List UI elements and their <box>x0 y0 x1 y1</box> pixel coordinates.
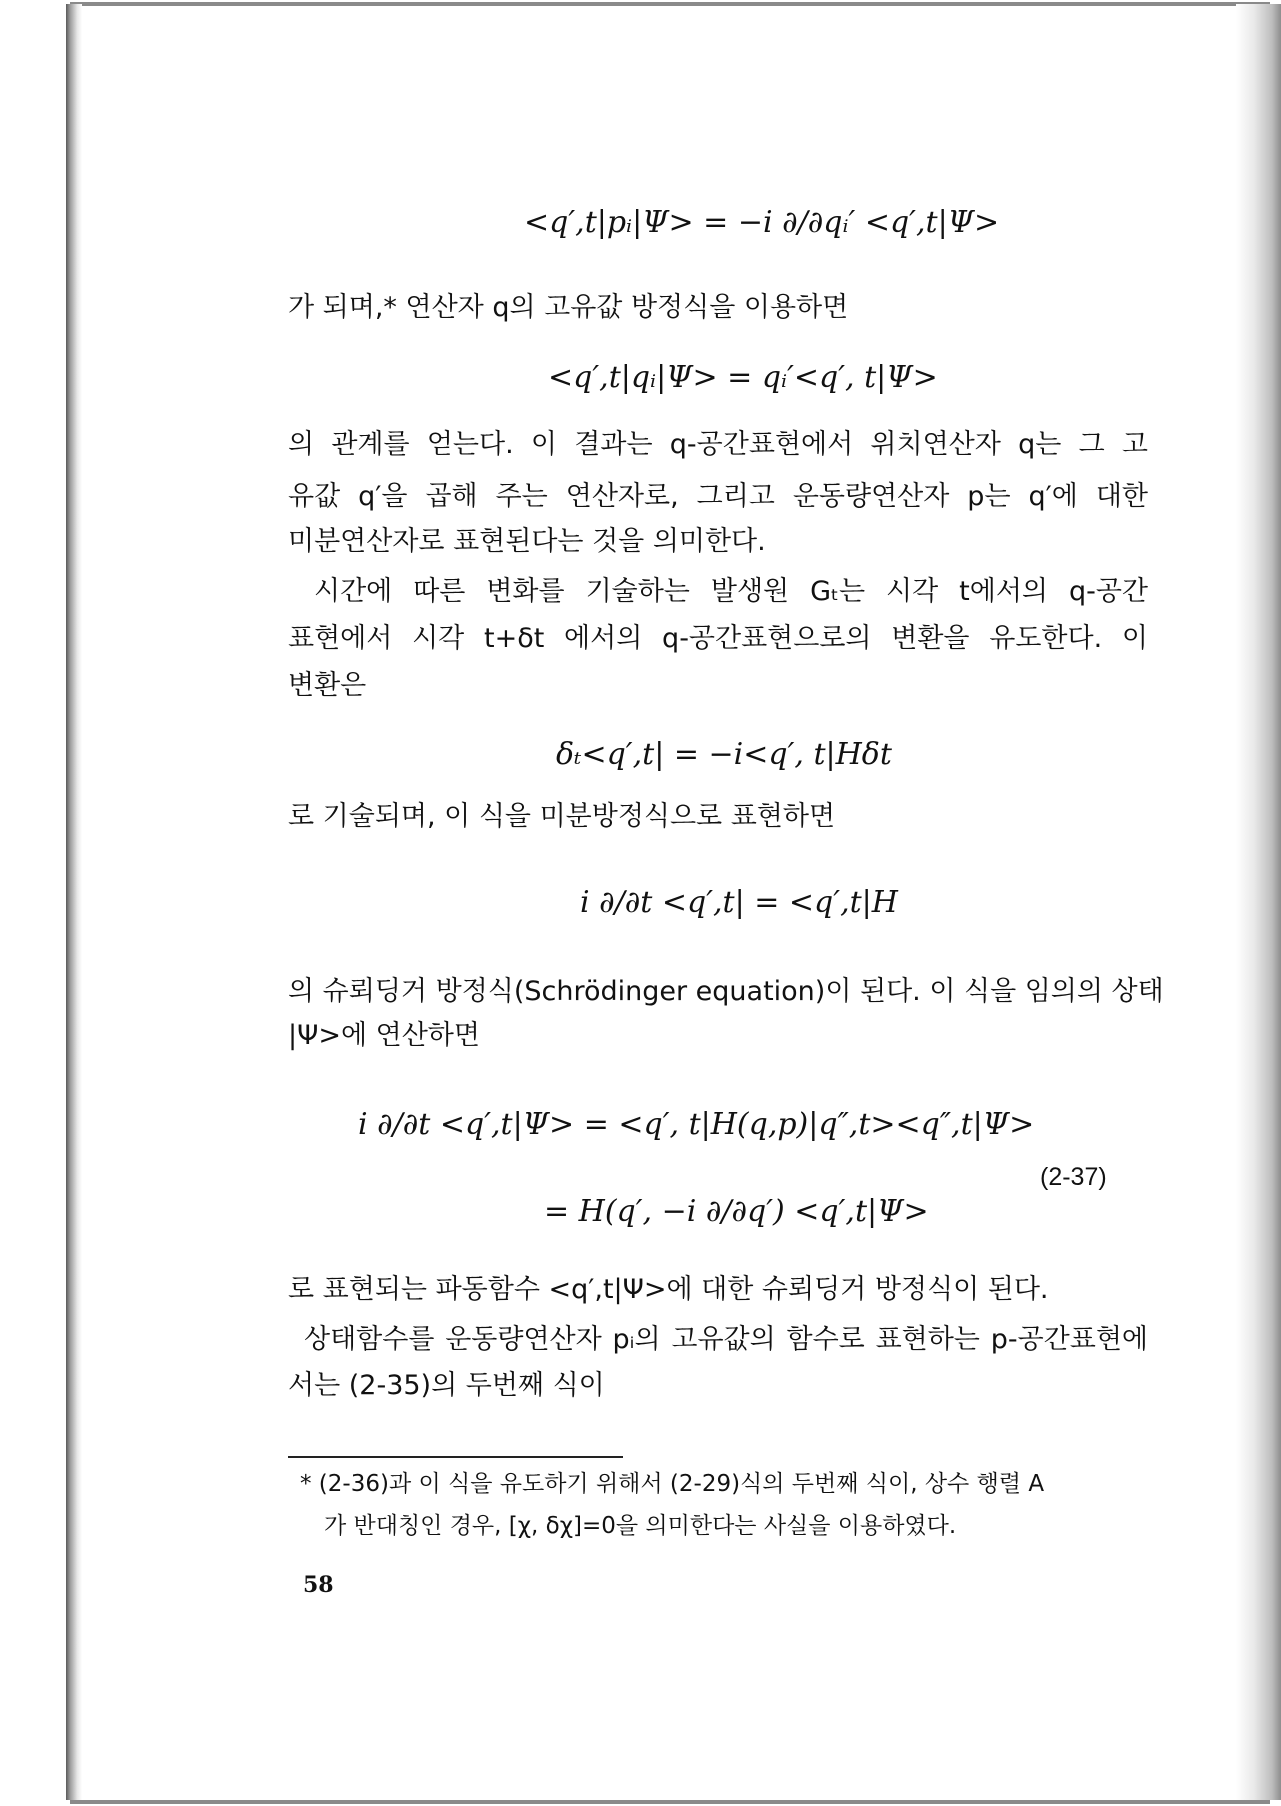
equation-1: <q′,t|pᵢ|Ψ> = −i ∂/∂qᵢ′ <q′,t|Ψ> <box>524 205 1000 240</box>
text-line-10: |Ψ>에 연산하면 <box>288 1020 480 1051</box>
text-line-12: 상태함수를 운동량연산자 pᵢ의 고유값의 함수로 표현하는 p-공간표현에 <box>304 1324 1148 1355</box>
footnote-line-2: 가 반대칭인 경우, [χ, δχ]=0을 의미한다는 사실을 이용하였다. <box>324 1513 957 1539</box>
footnote-line-1: * (2-36)과 이 식을 유도하기 위해서 (2-29)식의 두번째 식이, 상수 행렬 A <box>300 1471 1045 1497</box>
equation-number: (2-37) <box>1040 1163 1107 1191</box>
page-left-edge <box>66 4 82 1800</box>
text-line-2: 의 관계를 얻는다. 이 결과는 q-공간표현에서 위치연산자 q는 그 고 <box>288 429 1148 460</box>
text-line-8: 로 기술되며, 이 식을 미분방정식으로 표현하면 <box>288 801 836 832</box>
equation-2: <q′,t|qᵢ|Ψ> = qᵢ′<q′, t|Ψ> <box>548 360 938 395</box>
text-line-9: 의 슈뢰딩거 방정식(Schrödinger equation)이 된다. 이 식을 임의의 상태 <box>288 976 1164 1007</box>
page-right-shadow <box>1236 4 1281 1800</box>
text-line-1: 가 되며,* 연산자 q의 고유값 방정식을 이용하면 <box>288 292 849 323</box>
page-top-edge <box>70 2 1270 6</box>
text-line-7: 변환은 <box>288 670 367 701</box>
equation-5a: i ∂/∂t <q′,t|Ψ> = <q′, t|H(q,p)|q″,t><q″,t|Ψ> <box>358 1107 1035 1142</box>
text-line-11: 로 표현되는 파동함수 <q′,t|Ψ>에 대한 슈뢰딩거 방정식이 된다. <box>288 1274 1049 1305</box>
text-line-4: 미분연산자로 표현된다는 것을 의미한다. <box>288 526 766 557</box>
text-line-5: 시간에 따른 변화를 기술하는 발생원 Gₜ는 시각 t에서의 q-공간 <box>314 576 1148 607</box>
page-bottom-edge <box>70 1800 1270 1804</box>
text-line-3: 유값 q′을 곱해 주는 연산자로, 그리고 운동량연산자 p는 q′에 대한 <box>288 481 1148 512</box>
page-number: 58 <box>303 1572 334 1598</box>
text-line-6: 표현에서 시각 t+δt 에서의 q-공간표현으로의 변환을 유도한다. 이 <box>288 623 1148 654</box>
text-line-13: 서는 (2-35)의 두번째 식이 <box>288 1370 605 1401</box>
equation-4: i ∂/∂t <q′,t| = <q′,t|H <box>580 885 898 920</box>
equation-5b: = H(q′, −i ∂/∂q′) <q′,t|Ψ> <box>544 1194 929 1229</box>
equation-3: δₜ<q′,t| = −i<q′, t|Hδt <box>556 737 892 772</box>
footnote-rule <box>288 1456 623 1458</box>
